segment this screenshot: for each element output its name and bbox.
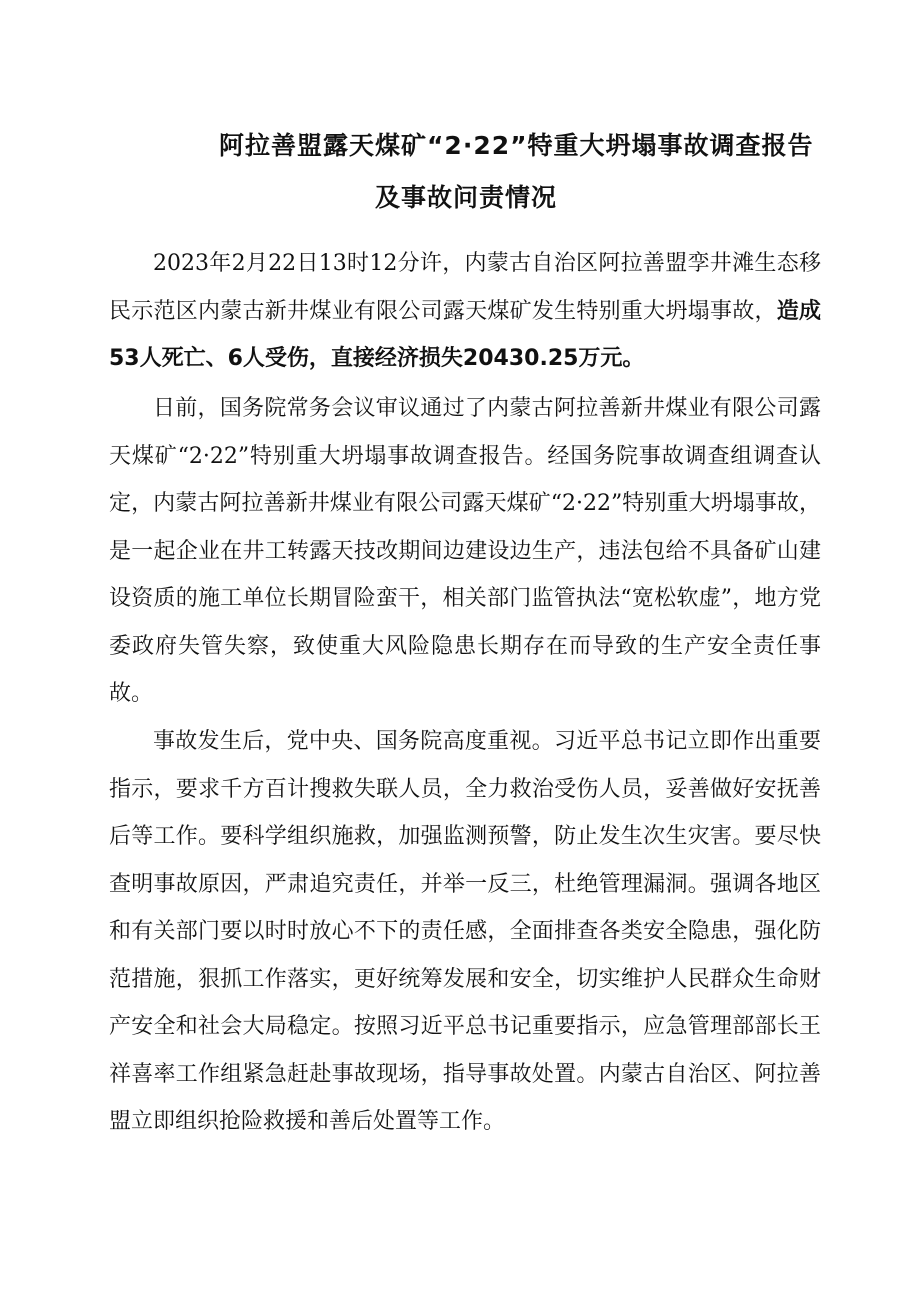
paragraph-3: 事故发生后，党中央、国务院高度重视。习近平总书记立即作出重要指示，要求千方百计搜救失联人员，全力救治受伤人员，妥善做好安抚善后等工作。要科学组织施救，加强监测预警，防止发生次生灾害。要尽快查明事故原因，严肃追究责任，并举一反三，杜绝管理漏洞。强调各地区和有关部门要以时时放心不下的责任感，全面排查各类安全隐患，强化防范措施，狠抓工作落实，更好统筹发展和安全，切实维护人民群众生命财产安全和社会大局稳定。按照习近平总书记重要指示，应急管理部部长王祥喜率工作组紧急赶赴事故现场，指导事故处置。内蒙古自治区、阿拉善盟立即组织抢险救援和善后处置等工作。 <box>109 729 821 1134</box>
paragraph-1 <box>109 240 821 383</box>
paragraph-1-casualty-summary: 造成53人死亡、6人受伤，直接经济损失20430.25万元。 <box>109 298 821 371</box>
paragraph-1-text: 2023年2月22日13时12分许，内蒙古自治区阿拉善盟孪井滩生态移民示范区内蒙古新井煤业有限公司露天煤矿发生特别重大坍塌事故， <box>109 251 821 324</box>
paragraph-2: 日前，国务院常务会议审议通过了内蒙古阿拉善新井煤业有限公司露天煤矿“2·22”特别重大坍塌事故调查报告。经国务院事故调查组调查认定，内蒙古阿拉善新井煤业有限公司露天煤矿“2·22”特别重大坍塌事故，是一起企业在井工转露天技改期间边建设边生产，违法包给不具备矿山建设资质的施工单位长期冒险蛮干，相关部门监管执法“宽松软虚”，地方党委政府失管失察，致使重大风险隐患长期存在而导致的生产安全责任事故。 <box>109 396 821 706</box>
document-title-line-1: 阿拉善盟露天煤矿“2·22”特重大坍塌事故调查报告 <box>219 131 814 160</box>
document-title-line-2: 及事故问责情况 <box>375 183 558 212</box>
